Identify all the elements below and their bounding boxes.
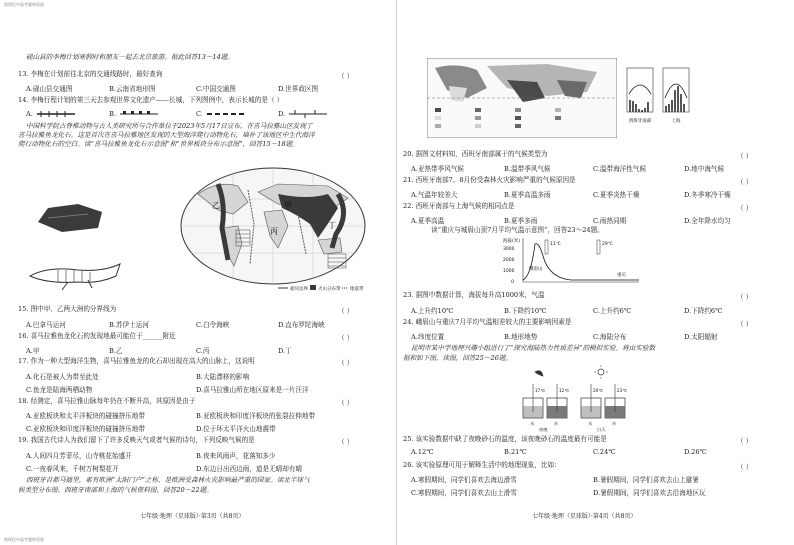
plate-label-b: 乙	[212, 201, 220, 210]
question-17: 17. 作为一种大型海洋生物，喜马拉雅鱼龙的化石却出现在高大的山脉上，这说明	[18, 357, 255, 365]
option-a: A.12℃	[411, 448, 434, 456]
option-b: B.温带季风气候	[504, 165, 551, 173]
option-c: C.夏季炎热干燥	[593, 191, 640, 199]
option-d: D.丁	[278, 347, 292, 355]
option-b: B.苏伊士运河	[109, 321, 149, 329]
question-26: 26. 该实验原理可用于解释生活中的地理现象，比如：	[403, 461, 561, 469]
option-d: D.地中海气候	[684, 165, 725, 173]
page-footer: 七年级·地理（星球版）·第3页（共8页）	[140, 513, 245, 520]
option-c: C.	[196, 110, 203, 118]
chart-title: 上海	[671, 119, 681, 124]
option-a: A.纬度位置	[411, 333, 445, 341]
container-label: 水	[588, 421, 593, 426]
answer-paren: （ ）	[737, 437, 753, 445]
place-label: 峨眉山	[529, 267, 543, 272]
climate-type-map	[427, 58, 617, 138]
legend-symbol-d	[289, 109, 329, 119]
option-b: B.云南省地形图	[109, 85, 156, 93]
option-a: A.化石是被人为带至此处	[26, 373, 99, 381]
option-b: B.地形地势	[504, 333, 538, 341]
plate-label-c: 丙	[270, 227, 278, 236]
experiment-figure	[517, 364, 637, 432]
ichthyosaur-skeleton	[28, 258, 123, 293]
question-20: 20. 据图文材料知，西班牙南部属于的气候类型为	[403, 150, 548, 158]
question-14: 14. 李梅行程计划的第三天去参观世界文化遗产——长城，下列图例中，表示长城的是（ ）	[18, 96, 284, 104]
option-b: B.夏季多雨	[504, 217, 538, 225]
option-b: B.亚欧板块和印度洋板块的张裂拉伸地带	[196, 412, 316, 420]
option-c: C.一夜春风来，千树万树梨花开	[26, 465, 119, 473]
plate-label-d: 丁	[328, 221, 336, 230]
container-label: 沙	[554, 421, 559, 426]
axis-tick: 0	[511, 280, 514, 285]
climate-chart-shanghai	[659, 64, 693, 126]
temp-reading: 17℃	[535, 388, 546, 393]
climate-chart-spain	[623, 64, 657, 126]
answer-paren: （ ）	[338, 307, 354, 315]
option-a: A.巴拿马运河	[26, 321, 66, 329]
option-c: C.雨热同期	[593, 217, 627, 225]
option-c: C.白令海峡	[196, 321, 230, 329]
answer-paren: （ ）	[737, 320, 753, 328]
option-d: D.位于环太平洋火山地震带	[196, 425, 276, 433]
answer-paren: （ ）	[737, 204, 753, 212]
chart-title: 西班牙南部	[628, 119, 652, 124]
answer-paren: （ ）	[338, 334, 354, 342]
passage-line: 候类型分布图、西班牙南部和上海的气候资料图，回答20～22题。	[18, 486, 213, 494]
option-a: A.砚山县交通图	[26, 85, 73, 93]
legend-symbol-a	[37, 109, 77, 119]
map-legend-item: 火山分布带	[318, 287, 341, 292]
option-c: C.亚欧板块和印度洋板块的碰撞挤压地带	[26, 425, 145, 433]
option-d: D.世界政区图	[278, 85, 319, 93]
option-b: B.夜来风雨声，花落知多少	[196, 452, 276, 460]
option-a: A.上升约10℃	[411, 307, 454, 315]
temp-reading: 23℃	[617, 388, 628, 393]
question-22: 22. 西班牙南部与上海气候的相同点是	[403, 202, 515, 210]
option-d: D.全年降水均匀	[684, 217, 731, 225]
passage-line: 据和如下图，读图，回答25～26题。	[403, 354, 513, 362]
question-23: 23. 据图中数据计算，海拔每升高1000米，气温	[403, 291, 545, 299]
option-a: A.寒假期间，同学们喜欢去海边滑雪	[411, 476, 517, 484]
temp-reading: 29℃	[602, 242, 613, 247]
passage-line: 爬行动物化石的空白。读“喜马拉雅鱼龙化石示意图”和“世界板块分布示意图”，回答15～18题。	[18, 140, 299, 148]
option-b: B.大陆漂移的影响	[196, 373, 250, 381]
option-c: C.鱼龙是陆海两栖动物	[26, 386, 93, 394]
temp-reading: 12℃	[559, 388, 570, 393]
option-d: D.喜马拉雅山所在地区原来是一片汪洋	[196, 386, 309, 394]
answer-paren: （ ）	[338, 72, 354, 80]
scene-label: 白天	[597, 427, 606, 432]
legend-symbol-b	[120, 109, 160, 119]
legend-symbol-c	[207, 109, 247, 119]
option-c: C.海陆分布	[593, 333, 627, 341]
answer-paren: （ ）	[737, 152, 753, 160]
question-21: 21. 西班牙南部7、8月份受森林火灾影响严重的气候原因是	[403, 176, 576, 184]
option-b: B.	[109, 110, 116, 118]
intro-text: 读“重庆与城眉山顶7月平均气温示意图”，回答23～24题。	[431, 226, 604, 234]
option-c: C.中国交通图	[196, 85, 236, 93]
question-24: 24. 峨眉山与重庆7月平均气温相差较大的主要影响因素是	[403, 318, 572, 326]
question-19: 19. 我国古代诗人为我们留下了许多反映天气或者气候的诗句，下列反映气候的是	[18, 436, 255, 444]
answer-paren: （ ）	[338, 438, 354, 446]
option-a: A.甲	[26, 347, 40, 355]
world-plate-map	[178, 164, 368, 296]
watermark-top: 数理化中高考题库资源	[4, 2, 44, 7]
fossil-photo	[34, 200, 106, 235]
option-a: A.人间四月芳菲尽，山寺桃花始盛开	[26, 452, 132, 460]
answer-paren: （ ）	[737, 293, 753, 301]
answer-paren: （ ）	[338, 399, 354, 407]
answer-paren: （ ）	[338, 359, 354, 367]
question-15: 15. 图中甲、乙两大洲的分界线为	[18, 305, 117, 313]
option-a: A.亚热带季风气候	[411, 165, 465, 173]
intro-text: 砚山县的李梅计划寒假时和朋友一起去北京旅游。据此回答13～14题。	[26, 53, 234, 61]
option-a: A.亚欧板块和太平洋板块的碰撞挤压地带	[26, 412, 145, 420]
option-c: C.温带海洋性气候	[593, 165, 647, 173]
question-25: 25. 该实验数据中缺了夜晚砂石的温度，该夜晚砂石的温度最有可能是	[403, 435, 607, 443]
axis-tick: 2000	[503, 258, 515, 263]
answer-paren: （ ）	[737, 178, 753, 186]
watermark-bottom: 数理化中高考题库资源	[4, 537, 44, 542]
option-c: C.寒假期间，同学们喜欢去山上滑雪	[411, 489, 517, 497]
passage-line: 中国科学院古脊椎动物与古人类研究所与合作单位于2023年5月17日宣布，在喜马拉雅山区发现了	[26, 122, 313, 130]
question-16: 16. 喜马拉雅鱼龙化石的发现地最可能位于______附近	[18, 332, 176, 340]
passage-line: 昆明市某中学地理兴趣小组进行了“探究海陆热力性质差异”的模拟实验。将由实验数	[411, 344, 656, 352]
temp-reading: 20℃	[593, 388, 604, 393]
option-d: D.东边日出西边雨，道是无晴却有晴	[196, 465, 303, 473]
option-b: B.夏季高温多雨	[504, 191, 551, 199]
option-a: A.夏季高温	[411, 217, 445, 225]
option-d: D.26℃	[684, 448, 707, 456]
option-d: D.暑假期间，同学们喜欢去沿海地区玩	[593, 489, 706, 497]
option-d: D.冬季寒冷干燥	[684, 191, 731, 199]
question-13: 13. 李梅在计划前往北京的交通线路时，最好查询	[18, 70, 163, 78]
map-legend-item: 板块边界	[290, 287, 308, 292]
option-c: C.上升约6℃	[593, 307, 632, 315]
option-c: C.24℃	[593, 448, 616, 456]
option-b: B.暑假期间，同学们喜欢去山上避暑	[593, 476, 699, 484]
passage-line: 西班牙首都马德里，素有欧洲“太阳门户”之称，是欧洲受森林火灾影响最严重的国家。读北半球气	[26, 476, 310, 484]
option-b: B.乙	[109, 347, 123, 355]
option-d: D.	[278, 110, 286, 118]
answer-paren: （ ）	[737, 463, 753, 471]
option-b: B.21℃	[504, 448, 527, 456]
option-a: A.	[26, 110, 33, 118]
plate-label-a: 甲	[284, 201, 292, 210]
place-label: 重庆	[617, 273, 626, 278]
axis-tick: 3000	[503, 247, 515, 252]
axis-tick: 1000	[503, 269, 515, 274]
right-page	[397, 0, 794, 545]
container-label: 水	[530, 421, 535, 426]
altitude-temperature-figure	[501, 236, 641, 286]
option-a: A.气温年较差大	[411, 191, 458, 199]
option-b: B.下降约10℃	[504, 307, 547, 315]
container-label: 沙	[612, 421, 617, 426]
question-18: 18. 经测定，喜马拉雅山脉每年仍在不断升高，其原因是由于	[18, 397, 196, 405]
option-d: D.下降约6℃	[684, 307, 723, 315]
option-d: D.太阳辐射	[684, 333, 718, 341]
page-footer: 七年级·地理（星球版）·第4页（共8页）	[532, 513, 637, 520]
temp-reading: 11℃	[550, 242, 561, 247]
option-c: C.丙	[196, 347, 210, 355]
passage-line: 喜马拉雅鱼龙化石。这是首次在喜马拉雅地区发现的大型海洋爬行动物化石，填补了该地区中生代海洋	[18, 131, 315, 139]
map-legend-item: 地震带	[350, 287, 364, 292]
scene-label: 夜晚	[539, 427, 548, 432]
axis-label: 海拔(米)	[503, 239, 521, 244]
option-d: D.直布罗陀海峡	[278, 321, 325, 329]
